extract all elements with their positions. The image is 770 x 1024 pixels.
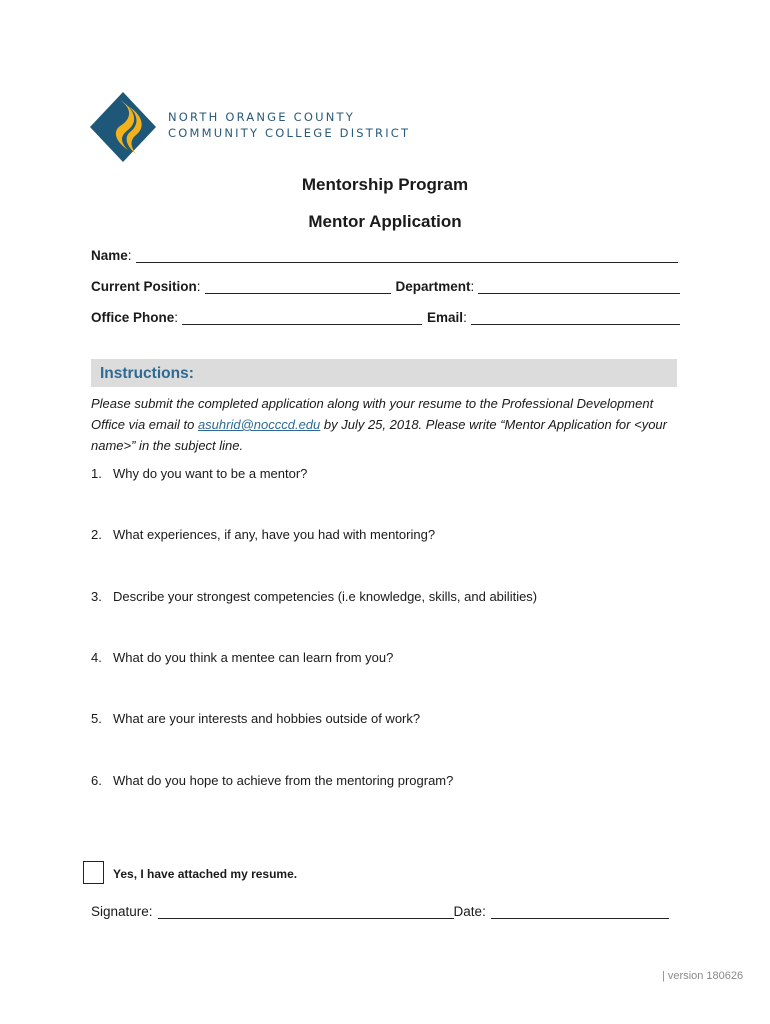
resume-checkbox[interactable] [83, 861, 104, 884]
program-title: Mentorship Program [301, 175, 469, 194]
question-item [91, 527, 435, 542]
question-text: What are your interests and hobbies outside of work? [113, 711, 421, 726]
position-row: Current Position : Department : [91, 279, 680, 294]
instructions-text [91, 393, 681, 456]
question-item [91, 773, 453, 788]
email-label: Email [427, 310, 464, 325]
question-number: 3. [91, 589, 102, 604]
district-name [168, 109, 410, 141]
instructions-text-before: Please submit the completed application along with your resume to the Professional Development Office via email to [91, 396, 654, 432]
current-position-field[interactable] [205, 279, 391, 294]
question-item [91, 650, 393, 665]
name-row: Name : [91, 248, 678, 263]
version-label: | version 180626 [662, 970, 744, 982]
question-number: 6. [91, 773, 102, 788]
email-link[interactable]: asuhrid@nocccd.edu [197, 417, 321, 432]
instructions-heading: Instructions: [100, 365, 194, 382]
instructions-text-after: by July 25, 2018. Please write “Mentor Application for <your name>” in the subject line. [91, 417, 667, 453]
question-text: What experiences, if any, have you had with mentoring? [113, 527, 436, 542]
question-item [91, 466, 307, 481]
name-label: Name [91, 248, 128, 263]
resume-checkbox-label: Yes, I have attached my resume. [113, 867, 298, 881]
question-text: Why do you want to be a mentor? [113, 466, 308, 481]
department-label: Department [395, 279, 471, 294]
nocccd-logo-icon [90, 92, 156, 162]
office-phone-field[interactable] [182, 310, 422, 325]
district-name-line1: NORTH ORANGE COUNTY [168, 110, 355, 124]
phone-row: Office Phone : Email : [91, 310, 680, 325]
current-position-label: Current Position [91, 279, 197, 294]
instructions-header [91, 359, 677, 387]
question-text: What do you hope to achieve from the mentoring program? [113, 773, 454, 788]
date-field[interactable] [491, 904, 669, 919]
office-phone-label: Office Phone [91, 310, 175, 325]
question-number: 2. [91, 527, 102, 542]
question-number: 4. [91, 650, 102, 665]
question-number: 1. [91, 466, 102, 481]
name-field[interactable] [136, 248, 678, 263]
email-field[interactable] [471, 310, 680, 325]
question-item [91, 711, 420, 726]
question-item [91, 589, 537, 604]
question-text: What do you think a mentee can learn from you? [113, 650, 394, 665]
department-field[interactable] [478, 279, 680, 294]
application-title: Mentor Application [308, 212, 462, 231]
question-text: Describe your strongest competencies (i.e knowledge, skills, and abilities) [113, 589, 538, 604]
signature-label: Signature: [91, 904, 153, 919]
date-label: Date: [453, 904, 486, 919]
signature-row [91, 904, 669, 919]
district-name-line2: COMMUNITY COLLEGE DISTRICT [168, 126, 411, 140]
signature-field[interactable] [158, 904, 454, 919]
question-number: 5. [91, 711, 102, 726]
